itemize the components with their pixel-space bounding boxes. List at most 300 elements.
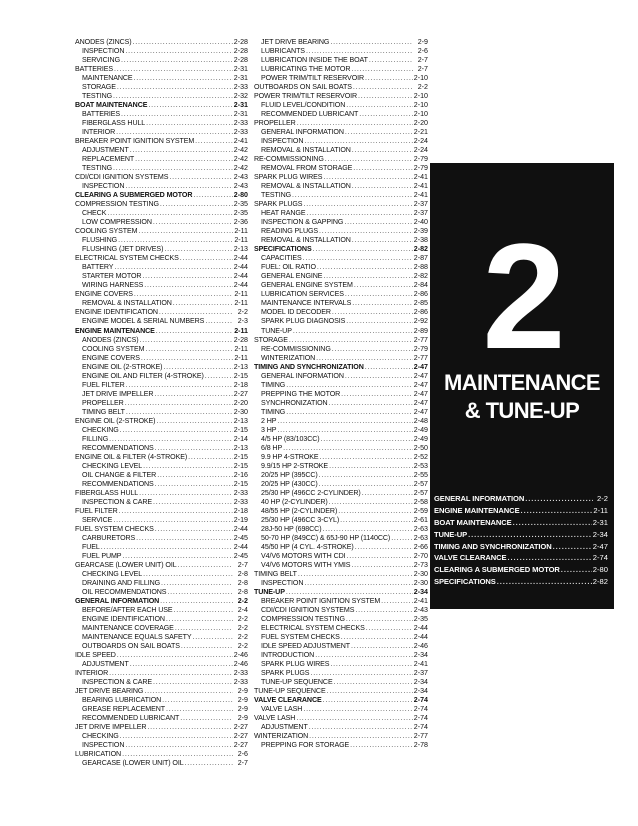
index-entry — [75, 507, 248, 516]
index-subentry — [75, 588, 248, 597]
entry-label: REMOVAL & INSTALLATION — [261, 146, 351, 155]
page-number: 2-19 — [233, 515, 248, 524]
index-entry — [75, 489, 248, 498]
dot-leader — [309, 732, 413, 741]
page-number: 2-44 — [233, 542, 248, 551]
page-number: 2-49 — [413, 434, 428, 443]
dot-leader — [166, 615, 233, 624]
dot-leader — [188, 453, 233, 462]
entry-label: 48/55 HP (2-CYLINDER) — [261, 506, 338, 515]
index-entry — [75, 651, 248, 660]
page-number: 2-52 — [413, 452, 428, 461]
page-number: 2-2 — [237, 624, 248, 633]
index-entry — [254, 245, 428, 254]
dot-leader — [121, 110, 233, 119]
dot-leader — [185, 759, 233, 768]
page-number: 2-86 — [413, 308, 428, 317]
page-number: 2-9 — [237, 696, 248, 705]
dot-leader — [120, 426, 233, 435]
entry-label: SERVICING — [82, 56, 120, 65]
dot-leader — [332, 345, 413, 354]
entry-label: ENGINE OIL (2-STROKE) — [82, 362, 163, 371]
dot-leader — [353, 83, 413, 92]
entry-label: STORAGE — [82, 83, 116, 92]
index-subentry — [75, 714, 248, 723]
dot-leader — [109, 669, 233, 678]
chapter-title-line2: & TUNE-UP — [464, 398, 580, 423]
page-number: 2-2 — [237, 633, 248, 642]
page-number: 2-33 — [233, 128, 248, 137]
page-number: 2-6 — [417, 47, 428, 56]
dot-leader — [298, 570, 413, 579]
entry-label: GENERAL ENGINE SYSTEM — [261, 281, 353, 290]
index-subentry — [254, 299, 428, 308]
dot-leader — [468, 529, 592, 541]
page-number: 2-7 — [237, 560, 248, 569]
index-subentry — [254, 606, 428, 615]
page-number: 2-9 — [237, 705, 248, 714]
dot-leader — [319, 227, 413, 236]
page-number: 2-11 — [234, 344, 248, 353]
page-number: 2-2 — [237, 642, 248, 651]
dot-leader — [330, 38, 413, 47]
page-number: 2-34 — [592, 529, 608, 539]
entry-label: VALVE LASH — [261, 705, 303, 714]
entry-label: ADJUSTMENT — [261, 723, 308, 732]
entry-label: RECOMMENDATIONS — [82, 479, 154, 488]
dot-leader — [313, 245, 413, 254]
dot-leader — [334, 678, 413, 687]
dot-leader — [154, 390, 232, 399]
entry-label: PREPPING FOR STORAGE — [261, 741, 350, 750]
entry-label: GENERAL ENGINE — [261, 272, 323, 281]
entry-label: GENERAL INFORMATION — [261, 128, 344, 137]
index-subentry — [75, 570, 248, 579]
entry-label: SPARK PLUGS — [254, 200, 303, 209]
dot-leader — [148, 101, 232, 110]
entry-label: 2 HP — [261, 416, 277, 425]
index-subentry — [75, 408, 248, 417]
page-number: 2-47 — [413, 407, 428, 416]
entry-label: 40 HP (2-CYLINDER) — [261, 497, 328, 506]
index-subentry — [254, 317, 428, 326]
index-subentry — [75, 390, 248, 399]
page-number: 2-31 — [233, 74, 248, 83]
dot-leader — [341, 390, 413, 399]
chapter-number: 2 — [482, 212, 562, 380]
dot-leader — [321, 435, 413, 444]
entry-label: ENGINE OIL AND FILTER (4-STROKE) — [82, 371, 204, 380]
page-number: 2-20 — [413, 119, 428, 128]
index-subentry — [75, 552, 248, 561]
dot-leader — [141, 354, 233, 363]
dot-leader — [327, 687, 413, 696]
index-subentry — [75, 236, 248, 245]
index-column-left — [75, 38, 248, 768]
index-entry — [254, 732, 428, 741]
dot-leader — [140, 336, 233, 345]
dot-leader — [175, 624, 233, 633]
dot-leader — [346, 101, 413, 110]
dot-leader — [160, 200, 233, 209]
page-number: 2-73 — [413, 560, 428, 569]
index-subentry — [75, 47, 248, 56]
entry-label: MAINTENANCE COVERAGE — [82, 624, 174, 633]
index-subentry — [75, 624, 248, 633]
page-number: 2-47 — [413, 380, 428, 389]
page-number: 2-44 — [233, 254, 248, 263]
dot-leader — [381, 597, 413, 606]
page-number: 2-11 — [234, 227, 248, 236]
entry-label: 4/5 HP (83/103CC) — [261, 434, 320, 443]
dot-leader — [332, 308, 413, 317]
dot-leader — [126, 381, 233, 390]
entry-label: CHECK — [82, 209, 107, 218]
page-number: 2-80 — [592, 565, 608, 575]
dot-leader — [304, 579, 412, 588]
page-number: 2-15 — [233, 452, 248, 461]
page-number: 2-63 — [413, 524, 428, 533]
page-number: 2-45 — [233, 551, 248, 560]
entry-label: SYNCHRONIZATION — [261, 398, 328, 407]
entry-label: BATTERY — [82, 263, 114, 272]
entry-label: BOAT MAINTENANCE — [75, 101, 148, 110]
page-number: 2-34 — [413, 687, 428, 696]
dot-leader — [323, 696, 413, 705]
index-subentry — [75, 471, 248, 480]
dot-leader — [125, 399, 233, 408]
page-number: 2-18 — [233, 380, 248, 389]
dot-leader — [317, 263, 413, 272]
index-entry — [254, 363, 428, 372]
entry-label: OUTBOARDS ON SAIL BOATS — [254, 83, 352, 92]
page-number: 2-2 — [237, 596, 248, 605]
dot-leader — [155, 444, 233, 453]
entry-label: BREAKER POINT IGNITION SYSTEM — [261, 596, 381, 605]
index-entry — [75, 750, 248, 759]
entry-label: JET DRIVE BEARING — [75, 687, 144, 696]
dot-leader — [277, 426, 412, 435]
index-subentry — [75, 642, 248, 651]
index-subentry — [254, 236, 428, 245]
dot-leader — [329, 462, 413, 471]
dot-leader — [136, 534, 233, 543]
entry-label: INSPECTION & CARE — [82, 497, 153, 506]
page-number: 2-39 — [413, 227, 428, 236]
entry-label: CAPACITIES — [261, 254, 302, 263]
index-subentry — [75, 516, 248, 525]
index-subentry — [254, 642, 428, 651]
chapter-contents-item — [434, 576, 608, 588]
dot-leader — [107, 209, 232, 218]
dot-leader — [166, 705, 233, 714]
dot-leader — [205, 372, 233, 381]
index-subentry — [75, 579, 248, 588]
page-number: 2-45 — [233, 533, 248, 542]
dot-leader — [304, 137, 412, 146]
page-number: 2-80 — [233, 191, 248, 200]
entry-label: LUBRICATION SERVICES — [261, 290, 344, 299]
page-number: 2-85 — [413, 299, 428, 308]
entry-label: PREPPING THE MOTOR — [261, 389, 341, 398]
entry-label: LUBRICATION INSIDE THE BOAT — [261, 56, 368, 65]
index-subentry — [75, 263, 248, 272]
entry-label: TESTING — [261, 191, 292, 200]
contents-label: TUNE-UP — [434, 529, 468, 539]
entry-label: GREASE REPLACEMENT — [82, 705, 165, 714]
page-number: 2-57 — [413, 488, 428, 497]
index-entry — [75, 254, 248, 263]
entry-label: CHECKING LEVEL — [82, 569, 143, 578]
index-subentry — [254, 561, 428, 570]
page-number: 2-27 — [233, 741, 248, 750]
entry-label: ENGINE IDENTIFICATION — [82, 615, 165, 623]
entry-label: IDLE SPEED ADJUSTMENT — [261, 642, 350, 651]
dot-leader — [153, 678, 233, 687]
index-subentry — [75, 741, 248, 750]
dot-leader — [155, 525, 233, 534]
entry-label: FLUSHING — [82, 236, 118, 245]
entry-label: STORAGE — [254, 335, 288, 344]
chapter-contents-item — [434, 493, 608, 505]
index-entry — [75, 308, 248, 317]
entry-label: FUEL PUMP — [82, 551, 122, 560]
index-entry — [254, 155, 428, 164]
entry-label: ADJUSTMENT — [82, 660, 129, 669]
entry-label: GEARCASE (LOWER UNIT) OIL — [82, 759, 184, 768]
entry-label: ENGINE OIL & FILTER (4-STROKE) — [75, 452, 188, 461]
entry-label: WINTERIZATION — [261, 353, 316, 362]
entry-label: ELECTRICAL SYSTEM CHECKS — [261, 624, 365, 633]
dot-leader — [134, 74, 233, 83]
entry-label: RECOMMENDATIONS — [82, 443, 154, 452]
entry-label: SPARK PLUG WIRES — [254, 173, 323, 182]
index-subentry — [75, 480, 248, 489]
entry-label: INSPECTION — [82, 182, 125, 191]
entry-label: 50-70 HP (849CC) & 65J-90 HP (1140CC) — [261, 533, 391, 542]
entry-label: ENGINE COVERS — [82, 353, 140, 362]
entry-label: BATTERIES — [75, 65, 113, 74]
page-number: 2-10 — [413, 110, 428, 119]
dot-leader — [352, 182, 413, 191]
dot-leader — [351, 561, 412, 570]
dot-leader — [355, 543, 413, 552]
dot-leader — [365, 74, 413, 83]
dot-leader — [329, 498, 413, 507]
index-subentry — [254, 408, 428, 417]
page-number: 2-37 — [413, 209, 428, 218]
dot-leader — [117, 651, 233, 660]
index-entry — [75, 173, 248, 182]
entry-label: SPARK PLUGS — [261, 669, 310, 678]
entry-label: ADJUSTMENT — [82, 146, 129, 155]
dot-leader — [286, 408, 413, 417]
index-subentry — [254, 254, 428, 263]
page-number: 2-38 — [413, 236, 428, 245]
entry-label: POWER TRIM/TILT RESERVOIR — [261, 74, 365, 83]
page-number: 2-13 — [233, 416, 248, 425]
dot-leader — [142, 272, 232, 281]
dot-leader — [139, 489, 233, 498]
page-number: 2-53 — [413, 461, 428, 470]
dot-leader — [178, 561, 233, 570]
dot-leader — [320, 453, 413, 462]
entry-label: MAINTENANCE EQUALS SAFETY — [82, 633, 192, 642]
page-number: 2-70 — [413, 551, 428, 560]
page-number: 2-9 — [237, 714, 248, 723]
index-subentry — [254, 399, 428, 408]
dot-leader — [338, 507, 413, 516]
index-subentry — [254, 660, 428, 669]
entry-label: ANODES (ZINCS) — [75, 38, 132, 46]
index-subentry — [75, 363, 248, 372]
page-number: 2-27 — [233, 723, 248, 732]
entry-label: ENGINE IDENTIFICATION — [75, 308, 158, 317]
contents-label: CLEARING A SUBMERGED MOTOR — [434, 565, 560, 575]
contents-label: GENERAL INFORMATION — [434, 494, 525, 503]
index-subentry — [254, 47, 428, 56]
entry-label: FUEL SYSTEM CHECKS — [261, 633, 340, 642]
page-number: 2-47 — [413, 389, 428, 398]
page-number: 2-77 — [413, 353, 428, 362]
index-subentry — [254, 462, 428, 471]
page-number: 2-44 — [233, 281, 248, 290]
page-number: 2-27 — [233, 389, 248, 398]
dot-leader — [114, 65, 233, 74]
entry-label: CDI/CDI IGNITION SYSTEMS — [261, 605, 355, 614]
index-subentry — [75, 399, 248, 408]
contents-label: VALVE CLEARANCE — [434, 553, 507, 563]
page-number: 2-66 — [413, 542, 428, 551]
page-number: 2-35 — [233, 200, 248, 209]
entry-label: BREAKER POINT IGNITION SYSTEM — [75, 137, 195, 146]
dot-leader — [133, 38, 233, 47]
page-number: 2-9 — [237, 687, 248, 696]
page-number: 2-11 — [234, 353, 248, 362]
entry-label: FUEL: OIL RATIO — [261, 263, 316, 272]
dot-leader — [323, 272, 412, 281]
dot-leader — [122, 750, 233, 759]
page-number: 2-9 — [417, 38, 428, 46]
chapter-contents-item — [434, 552, 608, 564]
index-subentry — [254, 552, 428, 561]
dot-leader — [113, 516, 232, 525]
dot-leader — [205, 317, 233, 326]
page-number: 2-15 — [233, 371, 248, 380]
page-number: 2-16 — [233, 470, 248, 479]
entry-label: INTRODUCTION — [261, 651, 315, 660]
dot-leader — [322, 525, 412, 534]
dot-leader — [114, 263, 232, 272]
entry-label: CDI/CDI IGNITION SYSTEMS — [75, 173, 169, 182]
page-number: 2-4 — [237, 605, 248, 614]
index-entry — [75, 597, 248, 606]
dot-leader — [507, 552, 591, 564]
index-entry — [75, 687, 248, 696]
entry-label: RECOMMENDED LUBRICANT — [82, 714, 180, 723]
index-subentry — [254, 453, 428, 462]
index-subentry — [254, 426, 428, 435]
entry-label: 20/25 HP (430CC) — [261, 479, 318, 488]
dot-leader — [118, 236, 233, 245]
page-number: 2-77 — [413, 732, 428, 741]
dot-leader — [193, 191, 232, 200]
dot-leader — [316, 354, 413, 363]
page-number: 2-33 — [233, 119, 248, 128]
dot-leader — [143, 462, 233, 471]
dot-leader — [125, 741, 232, 750]
index-subentry — [254, 444, 428, 453]
page-number: 2-36 — [233, 218, 248, 227]
index-subentry — [254, 417, 428, 426]
page-number: 2-41 — [413, 660, 428, 669]
page-number: 2-2 — [417, 83, 428, 92]
dot-leader — [310, 669, 412, 678]
page-number: 2-57 — [413, 479, 428, 488]
dot-leader — [345, 128, 413, 137]
index-subentry — [75, 381, 248, 390]
dot-leader — [391, 534, 413, 543]
page-number: 2-43 — [233, 173, 248, 182]
dot-leader — [525, 493, 593, 505]
entry-label: SPARK PLUG DIAGNOSIS — [261, 317, 346, 326]
index-entry — [75, 65, 248, 74]
page-number: 2-20 — [233, 398, 248, 407]
entry-label: TUNE-UP — [254, 587, 285, 596]
dot-leader — [286, 588, 413, 597]
page-number: 2-34 — [413, 651, 428, 660]
dot-leader — [135, 155, 233, 164]
page-number: 2-7 — [417, 65, 428, 74]
page-number: 2-32 — [233, 92, 248, 101]
page-number: 2-79 — [413, 164, 428, 173]
page-number: 2-28 — [233, 38, 248, 46]
index-subentry — [75, 74, 248, 83]
dot-leader — [119, 507, 233, 516]
page-number: 2-74 — [413, 714, 428, 723]
dot-leader — [359, 110, 413, 119]
entry-label: MAINTENANCE INTERVALS — [261, 299, 352, 308]
dot-leader — [497, 576, 592, 588]
index-subentry — [254, 597, 428, 606]
page-number: 2-34 — [413, 678, 428, 687]
dot-leader — [319, 480, 413, 489]
entry-label: VALVE LASH — [254, 714, 296, 723]
index-subentry — [254, 507, 428, 516]
page-number: 2-13 — [233, 362, 248, 371]
page-number: 2-46 — [233, 651, 248, 660]
entry-label: SPARK PLUG WIRES — [261, 660, 330, 669]
entry-label: JET DRIVE IMPELLER — [82, 389, 154, 398]
dot-leader — [362, 489, 413, 498]
entry-label: JET DRIVE BEARING — [261, 38, 330, 46]
index-entry — [75, 561, 248, 570]
page-number: 2-47 — [592, 541, 608, 551]
dot-leader — [174, 606, 233, 615]
entry-label: OIL CHANGE & FILTER — [82, 470, 157, 479]
dot-leader — [303, 254, 413, 263]
dot-leader — [351, 65, 413, 74]
index-subentry — [75, 444, 248, 453]
page-number: 2-44 — [413, 624, 428, 633]
entry-label: TIMING — [261, 407, 286, 416]
page-number: 2-84 — [413, 281, 428, 290]
index-subentry — [75, 678, 248, 687]
index-subentry — [254, 579, 428, 588]
page-number: 2-79 — [413, 155, 428, 164]
index-subentry — [75, 759, 248, 768]
entry-label: GEARCASE (LOWER UNIT) OIL — [75, 560, 177, 569]
